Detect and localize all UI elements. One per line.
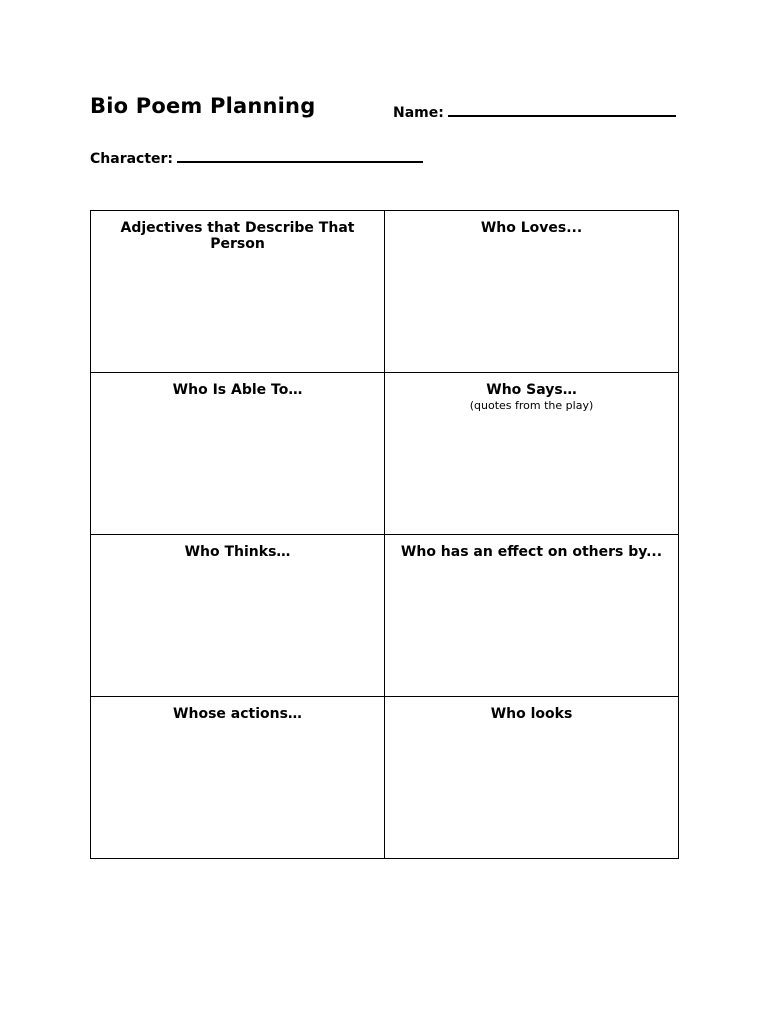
cell-label: Who has an effect on others by...	[400, 544, 663, 560]
cell-label: Who Says…	[486, 382, 577, 398]
name-field	[393, 101, 676, 121]
character-field	[90, 147, 423, 167]
grid-cell-who-thinks[interactable]	[91, 535, 385, 697]
cell-note: (quotes from the play)	[469, 399, 594, 412]
grid-row	[91, 211, 679, 373]
character-blank-line[interactable]	[177, 147, 423, 163]
cell-label: Who Loves...	[480, 220, 583, 236]
character-label: Character:	[90, 151, 174, 167]
grid-cell-who-says[interactable]	[385, 373, 679, 535]
cell-label: Whose actions…	[173, 706, 302, 722]
grid-cell-who-has-an-effect[interactable]	[385, 535, 679, 697]
grid-cell-whose-actions[interactable]	[91, 697, 385, 859]
cell-label: Adjectives that Describe That Person	[120, 220, 355, 252]
cell-label: Who Thinks…	[184, 544, 291, 560]
grid-cell-adjectives[interactable]	[91, 211, 385, 373]
grid-cell-who-looks[interactable]	[385, 697, 679, 859]
cell-label: Who looks	[490, 706, 573, 722]
page-title: Bio Poem Planning	[90, 94, 316, 118]
planning-grid	[90, 210, 679, 859]
grid-row	[91, 373, 679, 535]
name-blank-line[interactable]	[448, 101, 676, 117]
grid-cell-who-loves[interactable]	[385, 211, 679, 373]
cell-label: Who Is Able To…	[172, 382, 303, 398]
name-label: Name:	[393, 105, 444, 121]
grid-row	[91, 535, 679, 697]
grid-row	[91, 697, 679, 859]
grid-cell-who-is-able-to[interactable]	[91, 373, 385, 535]
